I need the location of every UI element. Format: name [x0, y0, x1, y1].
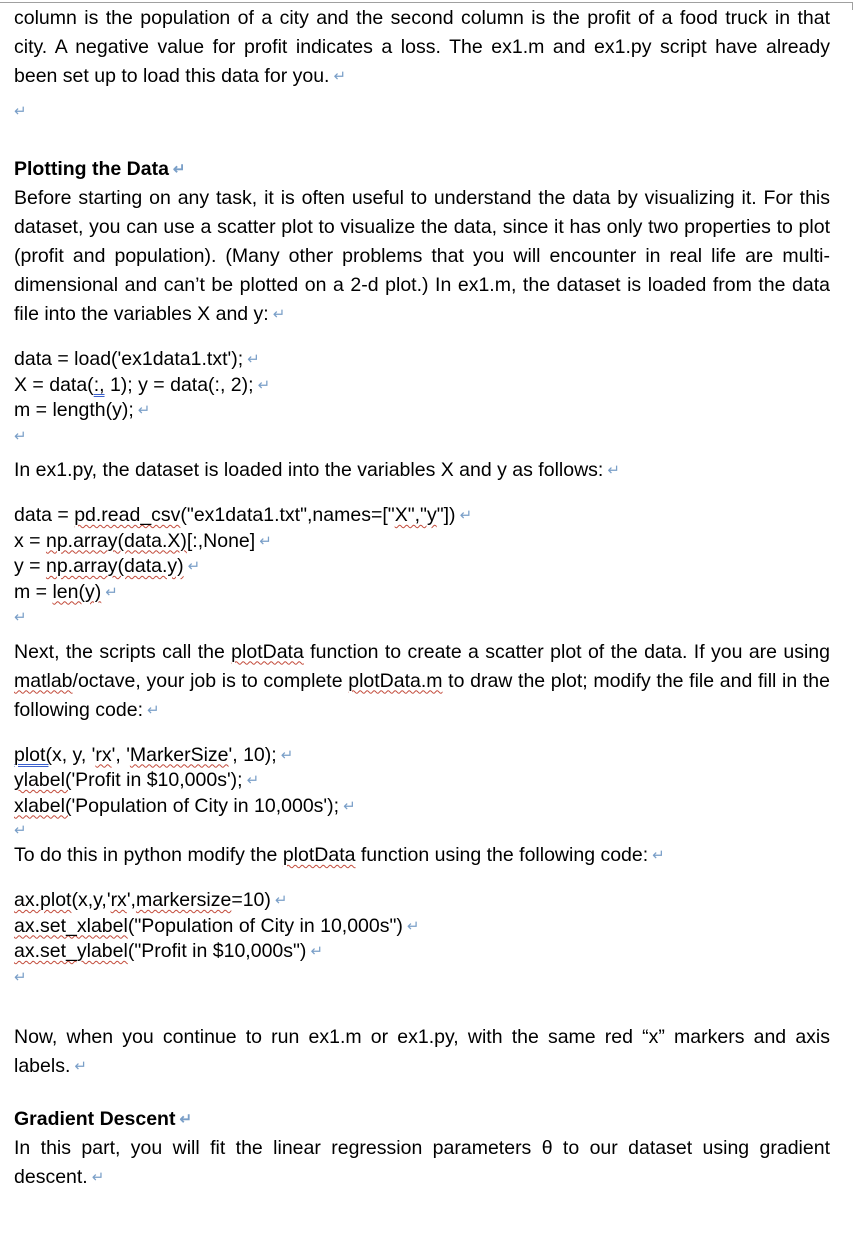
code-line: ylabel('Profit in $10,000s'); ↵ [14, 768, 830, 794]
python-plot-intro: To do this in python modify the plotData function using the following code: ↵ [14, 841, 830, 870]
paragraph-mark-icon: ↵ [147, 701, 160, 719]
empty-paragraph [14, 965, 830, 990]
document-body [14, 4, 830, 1192]
paragraph-mark-icon: ↵ [406, 917, 420, 935]
matlab-plot-code [14, 743, 830, 842]
code-line: y = np.array(data.y) ↵ [14, 554, 830, 580]
paragraph-mark-icon: ↵ [257, 376, 271, 394]
paragraph-mark-icon: ↵ [333, 68, 347, 85]
code-line: xlabel('Population of City in 10,000s'); ↵ [14, 794, 830, 820]
paragraph-mark-icon: ↵ [459, 507, 473, 524]
empty-paragraph [14, 605, 830, 630]
gradient-paragraph: In this part, you will fit the linear regression parameters θ to our dataset using gradient descent. ↵ [14, 1134, 830, 1192]
paragraph-mark-icon: ↵ [280, 746, 294, 764]
closing-paragraph: Now, when you continue to run ex1.m or ex1.py, with the same red “x” markers and axis labels. ↵ [14, 1023, 830, 1081]
paragraph-mark-icon: ↵ [274, 892, 288, 909]
paragraph-mark-icon: ↵ [247, 351, 260, 368]
section-heading-gradient: Gradient Descent ↵ [14, 1105, 830, 1134]
code-line: data = load('ex1data1.txt'); ↵ [14, 347, 830, 373]
paragraph-mark-icon: ↵ [259, 532, 272, 550]
code-line: ax.plot(x,y,'rx',markersize=10) ↵ [14, 888, 830, 914]
empty-paragraph [14, 126, 830, 155]
intro-paragraph: column is the population of a city and the second column is the profit of a food truck in that city. A negative value for profit indicates a loss. The ex1.m and ex1.py script have already been set up to load this data for you. ↵ [14, 4, 830, 91]
empty-paragraph [14, 819, 830, 841]
code-line: ax.set_ylabel("Profit in $10,000s") ↵ [14, 939, 830, 965]
plotting-paragraph: Before starting on any task, it is often useful to understand the data by visualizing it. For this dataset, you can use a scatter plot to visualize the data, since it has only two properties to plot (profit and population). (Many other problems that you will encounter in real life are multi-dimensional and can’t be plotted on a 2-d plot.) In ex1.m, the dataset is loaded from the data file into the variables X and y: ↵ [14, 184, 830, 329]
page-boundary-line [0, 2, 852, 3]
matlab-load-code [14, 347, 830, 448]
paragraph-mark-icon: ↵ [14, 822, 27, 839]
paragraph-mark-icon: ↵ [310, 943, 324, 960]
code-line: plot(x, y, 'rx', 'MarkerSize', 10); ↵ [14, 743, 830, 769]
code-line: X = data(:, 1); y = data(:, 2); ↵ [14, 373, 830, 399]
paragraph-mark-icon: ↵ [652, 847, 665, 864]
paragraph-mark-icon: ↵ [272, 306, 286, 323]
code-line: m = len(y) ↵ [14, 580, 830, 606]
paragraph-mark-icon: ↵ [105, 583, 118, 601]
plotdata-paragraph: Next, the scripts call the plotData function to create a scatter plot of the data. If you are using matlab/octave, your job is to complete plotData.m to draw the plot; modify the file and fill in the following code: ↵ [14, 638, 830, 725]
paragraph-mark-icon: ↵ [607, 462, 620, 479]
code-line: ax.set_xlabel("Population of City in 10,000s") ↵ [14, 914, 830, 940]
spacer [14, 329, 830, 347]
python-load-intro: In ex1.py, the dataset is loaded into the variables X and y as follows: ↵ [14, 456, 830, 485]
paragraph-mark-icon: ↵ [74, 1058, 87, 1075]
empty-paragraph [14, 424, 830, 449]
code-line: m = length(y); ↵ [14, 398, 830, 424]
paragraph-mark-icon: ↵ [187, 558, 201, 575]
paragraph-mark-icon: ↵ [14, 968, 27, 986]
page-boundary-corner [852, 2, 853, 10]
section-heading-plotting: Plotting the Data ↵ [14, 155, 830, 184]
python-load-code [14, 503, 830, 630]
empty-paragraph [14, 97, 830, 126]
paragraph-mark-icon: ↵ [172, 161, 186, 178]
paragraph-mark-icon: ↵ [179, 1111, 193, 1128]
paragraph-mark-icon: ↵ [343, 797, 356, 815]
python-plot-code [14, 888, 830, 989]
paragraph-mark-icon: ↵ [14, 103, 27, 120]
paragraph-mark-icon: ↵ [246, 772, 260, 789]
code-line: x = np.array(data.X)[:,None] ↵ [14, 529, 830, 555]
paragraph-mark-icon: ↵ [137, 402, 151, 419]
code-line: data = pd.read_csv("ex1data1.txt",names=["X","y"]) ↵ [14, 503, 830, 529]
paragraph-mark-icon: ↵ [91, 1169, 105, 1186]
paragraph-mark-icon: ↵ [14, 609, 27, 626]
paragraph-mark-icon: ↵ [14, 427, 27, 445]
